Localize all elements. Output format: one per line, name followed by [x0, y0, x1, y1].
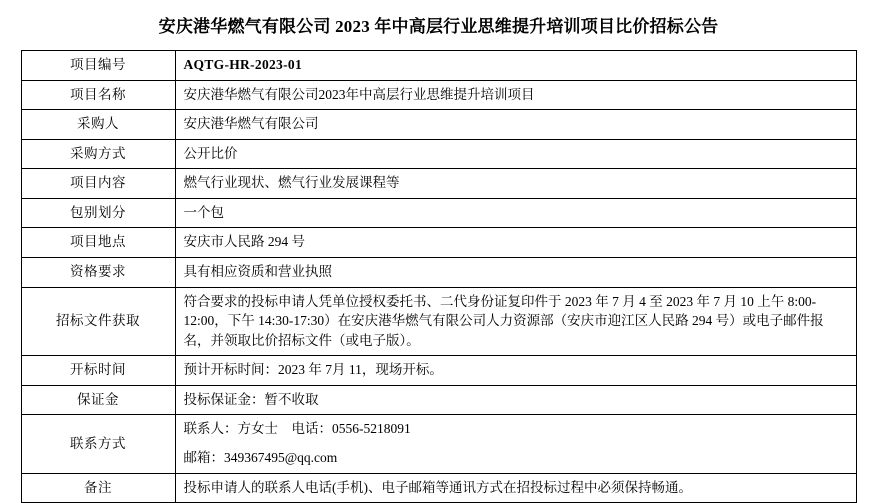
contact-email-line: 邮箱：349367495@qq.com: [183, 449, 338, 465]
table-row: [21, 415, 856, 473]
row-value-contact: [175, 415, 856, 473]
row-label: 开标时间: [21, 356, 175, 386]
row-value: 公开比价: [175, 139, 856, 169]
row-value: 安庆市人民路 294 号: [175, 228, 856, 258]
table-row: [21, 258, 856, 288]
row-value: 预计开标时间：2023 年 7月 11，现场开标。: [175, 356, 856, 386]
page-title: 安庆港华燃气有限公司 2023 年中高层行业思维提升培训项目比价招标公告: [158, 17, 719, 36]
row-label: 采购人: [21, 110, 175, 140]
table-row: [21, 287, 856, 356]
table-row: [21, 198, 856, 228]
row-value: 安庆港华燃气有限公司2023年中高层行业思维提升培训项目: [175, 80, 856, 110]
row-label: 备注: [21, 473, 175, 503]
row-label: 项目地点: [21, 228, 175, 258]
table-row: [21, 80, 856, 110]
table-row: [21, 385, 856, 415]
row-value: 具有相应资质和营业执照: [175, 258, 856, 288]
row-value: 投标申请人的联系人电话(手机)、电子邮箱等通讯方式在招投标过程中必须保持畅通。: [175, 473, 856, 503]
row-value: 符合要求的投标申请人凭单位授权委托书、二代身份证复印件于 2023 年 7 月 4 至 2023 年 7 月 10 上午 8:00-12:00，下午 14:30-17:30）在安庆港华燃气有限公司人力资源部（安庆市迎江区人民路 294 号）或电子邮件报名，并领取比价招标文件（或电子版）。: [175, 287, 856, 356]
row-value: 投标保证金：暂不收取: [175, 385, 856, 415]
row-value: 安庆港华燃气有限公司: [175, 110, 856, 140]
table-row: [21, 110, 856, 140]
row-label: 项目名称: [21, 80, 175, 110]
row-label: 招标文件获取: [21, 287, 175, 356]
contact-person-line: 联系人：方女士 电话：0556-5218091: [183, 421, 411, 437]
table-row: [21, 169, 856, 199]
table-row: [21, 473, 856, 503]
table-row: [21, 356, 856, 386]
table-row: [21, 139, 856, 169]
row-value: 一个包: [175, 198, 856, 228]
row-label: 保证金: [21, 385, 175, 415]
table-row: [21, 51, 856, 81]
row-value: AQTG-HR-2023-01: [175, 51, 856, 81]
row-label: 项目内容: [21, 169, 175, 199]
row-label: 资格要求: [21, 258, 175, 288]
row-label: 采购方式: [21, 139, 175, 169]
row-label: 联系方式: [21, 415, 175, 473]
row-label: 包别划分: [21, 198, 175, 228]
project-info-table: [21, 50, 857, 503]
table-row: [21, 228, 856, 258]
row-value: 燃气行业现状、燃气行业发展课程等: [175, 169, 856, 199]
row-label: 项目编号: [21, 51, 175, 81]
